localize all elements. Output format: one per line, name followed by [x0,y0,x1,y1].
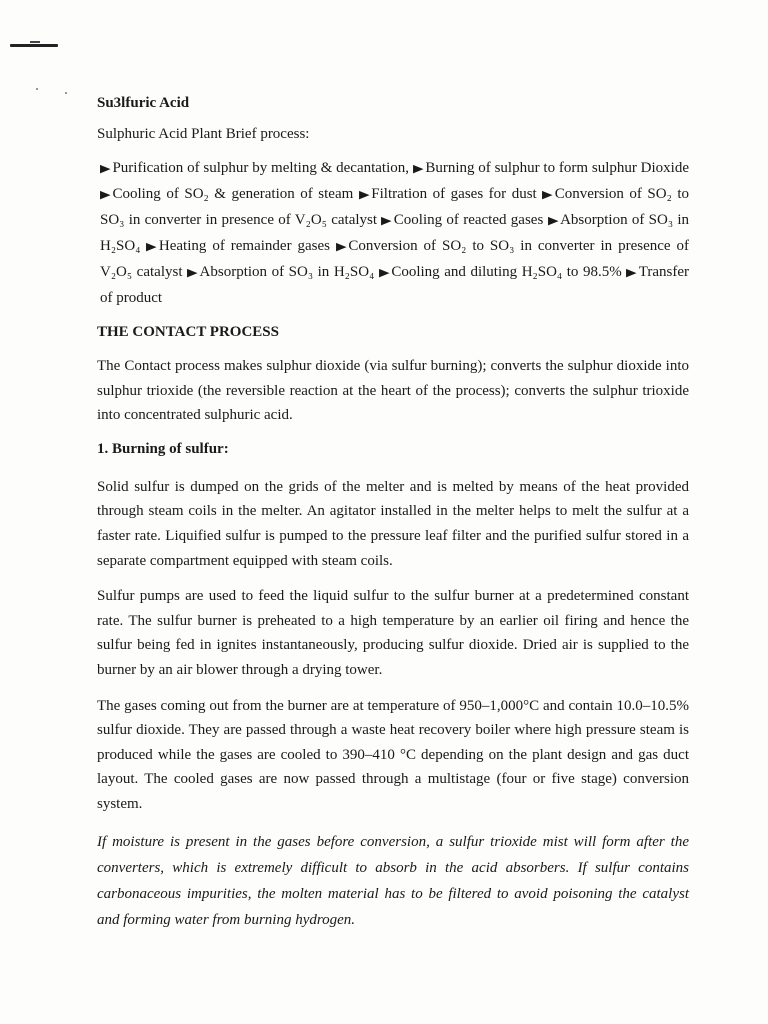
moisture-note: If moisture is present in the gases before conversion, a sulfur trioxide mist will form after the converters, which is extremely difficult to absorb in the acid absorbers. If sulfur contains carbonaceous impurities, the molten material has to be filtered to avoid poisoning the catalyst and forming water from burning hydrogen. [97,833,689,928]
paragraph-burner: Sulfur pumps are used to feed the liquid sulfur to the sulfur burner at a predetermined constant rate. The sulfur burner is preheated to a high temperature by an earlier oil firing and hence the sulfur being fed in ignites instantaneously, producing sulfur dioxide. Dried air is supplied to the burner by an air blower through a drying tower. [97,588,689,678]
arrow-icon: ▶ [412,163,424,175]
arrow-icon: ▶ [99,189,111,201]
arrow-icon: ▶ [335,241,347,253]
arrow-icon: ▶ [378,267,390,279]
process-step [187,264,374,280]
process-flow [100,156,689,311]
contact-process-intro: The Contact process makes sulphur dioxide (via sulfur burning); converts the sulphur dioxide into sulphur trioxide (the reversible reaction at the heart of the process); converts the sulphur trioxide into concentrated sulphuric acid. [97,358,689,424]
process-step-text: Conversion of SO₂ to SO₃ in converter in presence of V₂O₅ catalyst [100,238,689,280]
paragraph-gases: The gases coming out from the burner are at temperature of 950–1,000°C and contain 10.0–10.5% sulfur dioxide. They are passed through a waste heat recovery boiler where high pressure steam is produced while the gases are cooled to 390–410 °C depending on the plant design and gas duct layout. The cooled gases are now passed through a multistage (four or five stage) conversion system. [97,697,689,812]
document-page [97,92,689,933]
process-step-text: Filtration of gases for dust [371,186,537,202]
arrow-icon: ▶ [358,189,370,201]
process-step-text: Purification of sulphur by melting & decantation, [112,160,410,176]
process-step [100,160,409,176]
process-step-text: Absorption of SO₃ in H₂SO₄ [199,264,375,280]
process-step [146,238,330,254]
process-step-text: Absorption of SO₃ in H₂SO₄ [100,212,690,254]
process-step [413,160,689,176]
process-step [379,264,622,280]
scan-artifact-dot [36,88,38,90]
process-step-text: Heating of remainder gases [158,238,330,254]
brief-process-label: Sulphuric Acid Plant Brief process: [97,126,310,142]
process-step-text: Burning of sulphur to form sulphur Dioxide [425,160,689,176]
contact-process-heading: THE CONTACT PROCESS [97,324,279,340]
process-step-text: Cooling and diluting H₂SO₄ to 98.5% [391,264,622,280]
arrow-icon: ▶ [381,215,392,227]
arrow-icon: ▶ [99,163,111,175]
arrow-icon: ▶ [542,189,553,201]
process-step-text: Transfer of product [100,264,690,306]
process-step-text: Cooling of SO₂ & generation of steam [112,186,354,202]
process-step [359,186,537,202]
scan-artifact-mark [30,41,40,43]
page-title: Su3lfuric Acid [97,95,190,111]
burning-sulfur-heading: 1. Burning of sulfur: [97,440,229,457]
process-step-text: Conversion of SO₂ to SO₃ in converter in presence of V₂O₅ catalyst [100,186,689,228]
arrow-icon: ▶ [146,241,157,253]
process-step-text: Cooling of reacted gases [393,212,544,228]
process-step [100,186,353,202]
paragraph-melting: Solid sulfur is dumped on the grids of the melter and is melted by means of the heat provided through steam coils in the melter. An agitator installed in the melter helps to melt the sulfur at a faster rate. Liquified sulfur is pumped to the pressure leaf filter and the purified sulfur stored in a separate compartment equipped with steam coils. [97,478,689,569]
arrow-icon: ▶ [626,267,637,279]
scan-artifact-mark [10,44,58,47]
arrow-icon: ▶ [547,215,559,227]
scan-artifact-dot [65,92,67,94]
process-step [381,212,543,228]
arrow-icon: ▶ [187,267,198,279]
